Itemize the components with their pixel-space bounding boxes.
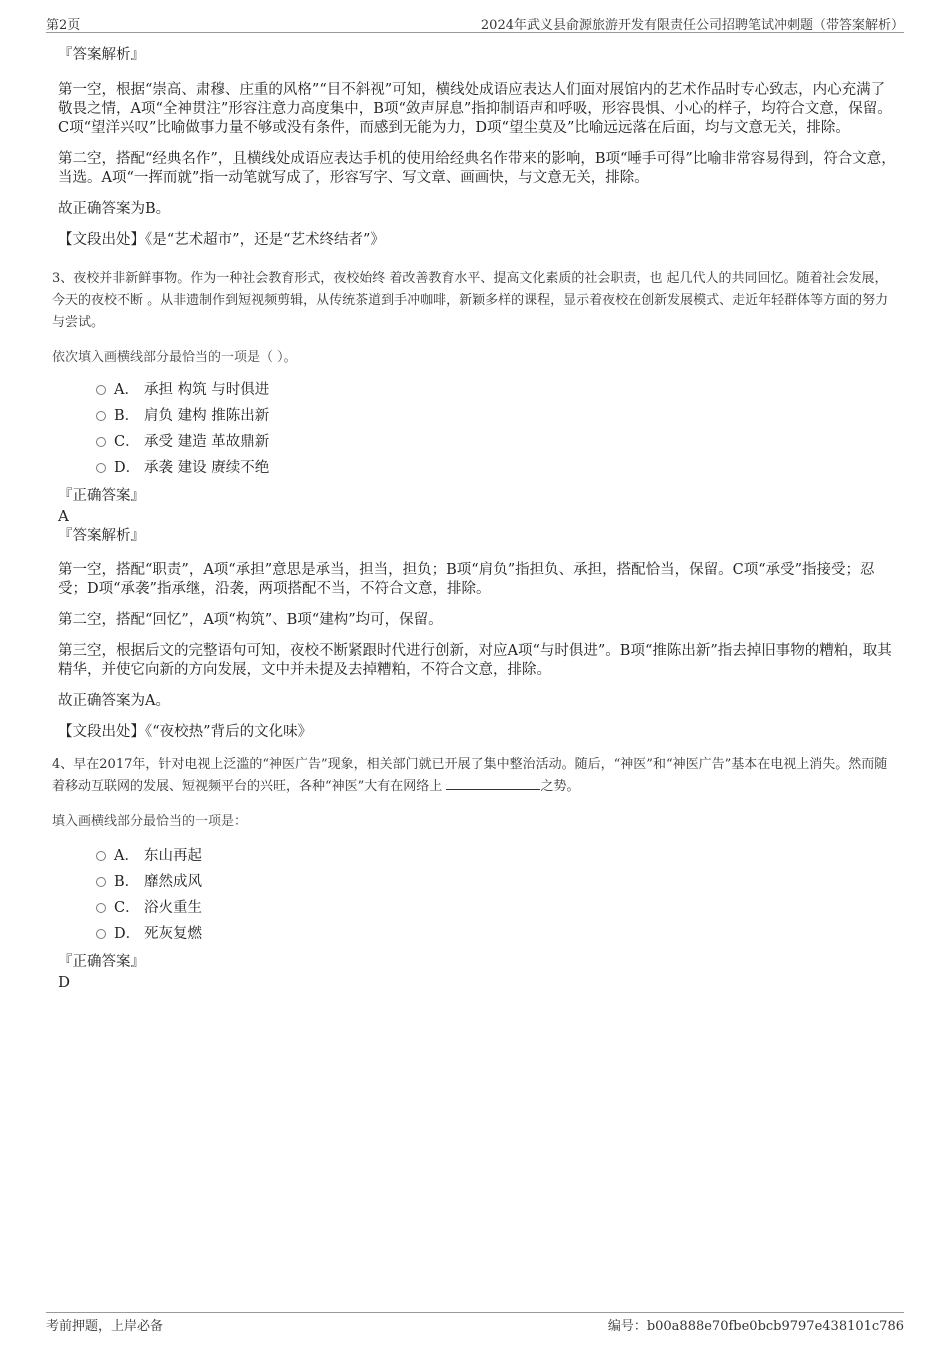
q3-option-d[interactable]: D． 承袭 建设 赓续不绝 <box>96 455 898 481</box>
q3-conclusion: 故正确答案为A。 <box>58 693 170 709</box>
q4-answer-label: 『正确答案』 <box>58 954 145 970</box>
page-number: 第2页 <box>46 18 81 33</box>
q3-analysis-label: 『答案解析』 <box>58 528 145 544</box>
q2-source: 【文段出处】《是“艺术超市”，还是“艺术终结者”》 <box>58 232 385 248</box>
radio-icon[interactable] <box>96 437 106 447</box>
page-header <box>46 14 904 33</box>
q3-analysis-paragraph-3: 第三空，根据后文的完整语句可知，夜校不断紧跟时代进行创新，对应A项“与时俱进”。B项“推陈出新”指去掉旧事物的糟粕，取其精华，并使它向新的方向发展，文中并未提及去掉糟粕，不符合文意，排除。 <box>58 643 892 678</box>
document-title: 2024年武义县俞源旅游开发有限责任公司招聘笔试冲刺题（带答案解析） <box>480 18 904 33</box>
q3-analysis-paragraph-2: 第二空，搭配“回忆”，A项“构筑”、B项“建构”均可，保留。 <box>58 612 443 628</box>
radio-icon[interactable] <box>96 877 106 887</box>
q3-option-b[interactable]: B． 肩负 建构 推陈出新 <box>96 403 898 429</box>
q2-conclusion: 故正确答案为B。 <box>58 201 171 217</box>
radio-icon[interactable] <box>96 463 106 473</box>
q4-question-text: 4、早在2017年，针对电视上泛滥的“神医广告”现象，相关部门就已开展了集中整治活动。随后，“神医”和“神医广告”基本在电视上消失。然而随着移动互联网的发展、短视频平台的兴旺，各种“神医”大有在网络上 之势。 <box>52 757 888 794</box>
q4-option-b[interactable]: B． 靡然成风 <box>96 869 898 895</box>
radio-icon[interactable] <box>96 903 106 913</box>
radio-icon[interactable] <box>96 851 106 861</box>
radio-icon[interactable] <box>96 385 106 395</box>
q4-option-a[interactable]: A． 东山再起 <box>96 843 898 869</box>
q3-analysis-paragraph-1: 第一空，搭配“职责”，A项“承担”意思是承当，担当，担负；B项“肩负”指担负、承担，搭配恰当，保留。C项“承受”指接受；忍受；D项“承袭”指承继，沿袭，两项搭配不当，不符合文意，排除。 <box>58 562 875 597</box>
q3-prompt: 依次填入画横线部分最恰当的一项是（ ）。 <box>52 350 297 365</box>
document-body <box>52 44 898 991</box>
footer-slogan: 考前押题，上岸必备 <box>46 1319 164 1334</box>
q2-analysis-label: 『答案解析』 <box>58 47 145 63</box>
q3-question-text: 3、夜校并非新鲜事物。作为一种社会教育形式，夜校始终 着改善教育水平、提高文化素质的社会职责，也 起几代人的共同回忆。随着社会发展，今天的夜校不断 。从非遗制作到短视频剪辑，从传统茶道到手冲咖啡，新颖多样的课程，显示着夜校在创新发展模式、走近年轻群体等方面的努力与尝试。 <box>52 271 889 330</box>
q4-options <box>96 843 898 947</box>
q3-option-a[interactable]: A． 承担 构筑 与时俱进 <box>96 377 898 403</box>
q3-answer-label: 『正确答案』 <box>58 488 145 504</box>
radio-icon[interactable] <box>96 929 106 939</box>
q4-answer: D <box>58 973 71 991</box>
page-footer <box>46 1312 904 1335</box>
q2-analysis-paragraph-1: 第一空，根据“崇高、肃穆、庄重的风格”“目不斜视”可知，横线处成语应表达人们面对展馆内的艺术作品时专心致志，内心充满了敬畏之情，A项“全神贯注”形容注意力高度集中，B项“敛声屏息”指抑制语声和呼吸，形容畏惧、小心的样子，均符合文意，保留。C项“望洋兴叹”比喻做事力量不够或没有条件，而感到无能为力，D项“望尘莫及”比喻远远落在后面，均与文意无关，排除。 <box>58 82 892 136</box>
q3-answer: A <box>58 507 69 525</box>
q3-source: 【文段出处】《“夜校热”背后的文化味》 <box>58 724 313 740</box>
q3-options <box>96 377 898 481</box>
q4-option-c[interactable]: C． 浴火重生 <box>96 895 898 921</box>
q4-prompt: 填入画横线部分最恰当的一项是： <box>52 814 248 829</box>
fill-blank <box>446 777 540 790</box>
document-id: 编号：b00a888e70fbe0bcb9797e438101c786 <box>607 1319 904 1334</box>
q4-option-d[interactable]: D． 死灰复燃 <box>96 921 898 947</box>
q3-option-c[interactable]: C． 承受 建造 革故鼎新 <box>96 429 898 455</box>
radio-icon[interactable] <box>96 411 106 421</box>
q2-analysis-paragraph-2: 第二空，搭配“经典名作”，且横线处成语应表达手机的使用给经典名作带来的影响，B项“唾手可得”比喻非常容易得到，符合文意，当选。A项“一挥而就”指一动笔就写成了，形容写字、写文章、画画快，与文意无关，排除。 <box>58 151 896 186</box>
